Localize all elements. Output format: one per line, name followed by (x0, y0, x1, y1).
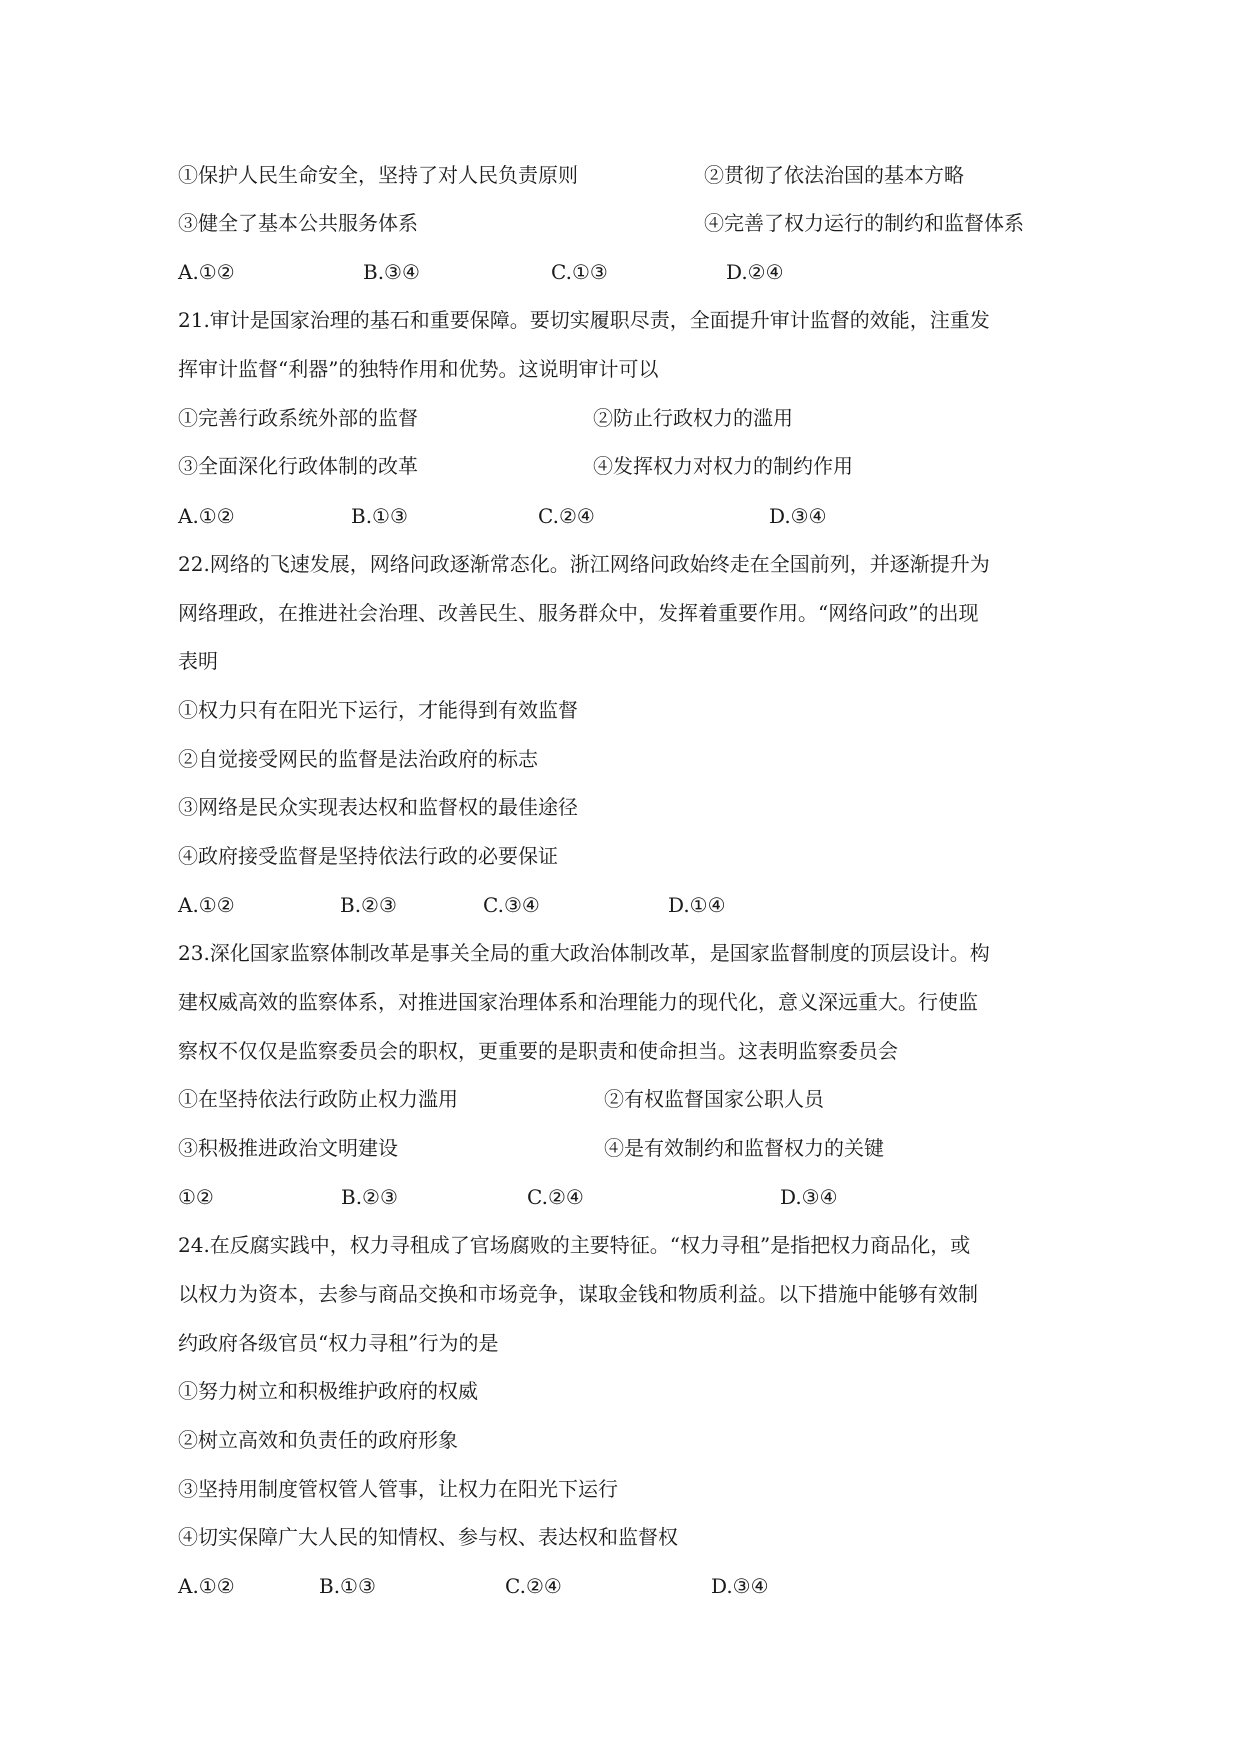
q24-stem-line-2: 以权力为资本，去参与商品交换和市场竞争，谋取金钱和物质利益。以下措施中能够有效制 (178, 1282, 978, 1306)
q21-answer-b: B.①③ (351, 504, 408, 528)
q20-option-3: ③健全了基本公共服务体系 (178, 211, 418, 235)
q24-answer-a: A.①② (178, 1574, 235, 1598)
q20-option-4: ④完善了权力运行的制约和监督体系 (704, 211, 1024, 235)
q22-answer-a: A.①② (178, 893, 235, 917)
q23-option-1: ①在坚持依法行政防止权力滥用 (178, 1087, 458, 1111)
q20-answer-c: C.①③ (551, 260, 608, 284)
q24-answer-c: C.②④ (505, 1574, 562, 1598)
q20-option-1: ①保护人民生命安全，坚持了对人民负责原则 (178, 163, 578, 187)
q20-answer-b: B.③④ (363, 260, 420, 284)
q21-option-4: ④发挥权力对权力的制约作用 (593, 454, 853, 478)
q23-answer-d: D.③④ (780, 1185, 838, 1209)
q22-answer-d: D.①④ (668, 893, 726, 917)
q24-option-4: ④切实保障广大人民的知情权、参与权、表达权和监督权 (178, 1525, 678, 1549)
q24-answer-b: B.①③ (319, 1574, 376, 1598)
q23-option-4: ④是有效制约和监督权力的关键 (604, 1136, 884, 1160)
q22-option-3: ③网络是民众实现表达权和监督权的最佳途径 (178, 795, 578, 819)
q20-answer-d: D.②④ (726, 260, 784, 284)
q21-option-1: ①完善行政系统外部的监督 (178, 406, 418, 430)
q24-answer-d: D.③④ (711, 1574, 769, 1598)
q23-answer-b: B.②③ (341, 1185, 398, 1209)
q23-stem-line-2: 建权威高效的监察体系，对推进国家治理体系和治理能力的现代化，意义深远重大。行使监 (178, 990, 978, 1014)
q23-stem-line-3: 察权不仅仅是监察委员会的职权，更重要的是职责和使命担当。这表明监察委员会 (178, 1039, 898, 1063)
q22-answer-c: C.③④ (483, 893, 540, 917)
q20-option-2: ②贯彻了依法治国的基本方略 (704, 163, 964, 187)
q24-stem-line-1: 24.在反腐实践中，权力寻租成了官场腐败的主要特征。“权力寻租”是指把权力商品化，或 (178, 1233, 971, 1257)
q23-option-2: ②有权监督国家公职人员 (604, 1087, 824, 1111)
q22-stem-line-1: 22.网络的飞速发展，网络问政逐渐常态化。浙江网络问政始终走在全国前列，并逐渐提升为 (178, 552, 990, 576)
q21-stem-line-2: 挥审计监督“利器”的独特作用和优势。这说明审计可以 (178, 357, 659, 381)
q21-option-3: ③全面深化行政体制的改革 (178, 454, 418, 478)
q21-answer-c: C.②④ (538, 504, 595, 528)
q22-stem-line-3: 表明 (178, 649, 218, 673)
q23-stem-line-1: 23.深化国家监察体制改革是事关全局的重大政治体制改革，是国家监督制度的顶层设计。构 (178, 941, 990, 965)
q22-option-1: ①权力只有在阳光下运行，才能得到有效监督 (178, 698, 578, 722)
q22-option-4: ④政府接受监督是坚持依法行政的必要保证 (178, 844, 558, 868)
q22-stem-line-2: 网络理政，在推进社会治理、改善民生、服务群众中，发挥着重要作用。“网络问政”的出现 (178, 601, 979, 625)
q22-option-2: ②自觉接受网民的监督是法治政府的标志 (178, 747, 538, 771)
q24-option-1: ①努力树立和积极维护政府的权威 (178, 1379, 478, 1403)
q20-answer-a: A.①② (178, 260, 235, 284)
q21-answer-a: A.①② (178, 504, 235, 528)
q22-answer-b: B.②③ (340, 893, 397, 917)
q24-option-3: ③坚持用制度管权管人管事，让权力在阳光下运行 (178, 1477, 618, 1501)
q24-option-2: ②树立高效和负责任的政府形象 (178, 1428, 458, 1452)
q21-answer-d: D.③④ (769, 504, 827, 528)
q23-answer-a: ①② (178, 1185, 214, 1209)
q21-stem-line-1: 21.审计是国家治理的基石和重要保障。要切实履职尽责，全面提升审计监督的效能，注重发 (178, 308, 990, 332)
q24-stem-line-3: 约政府各级官员“权力寻租”行为的是 (178, 1331, 499, 1355)
q21-option-2: ②防止行政权力的滥用 (593, 406, 793, 430)
q23-answer-c: C.②④ (527, 1185, 584, 1209)
q23-option-3: ③积极推进政治文明建设 (178, 1136, 398, 1160)
